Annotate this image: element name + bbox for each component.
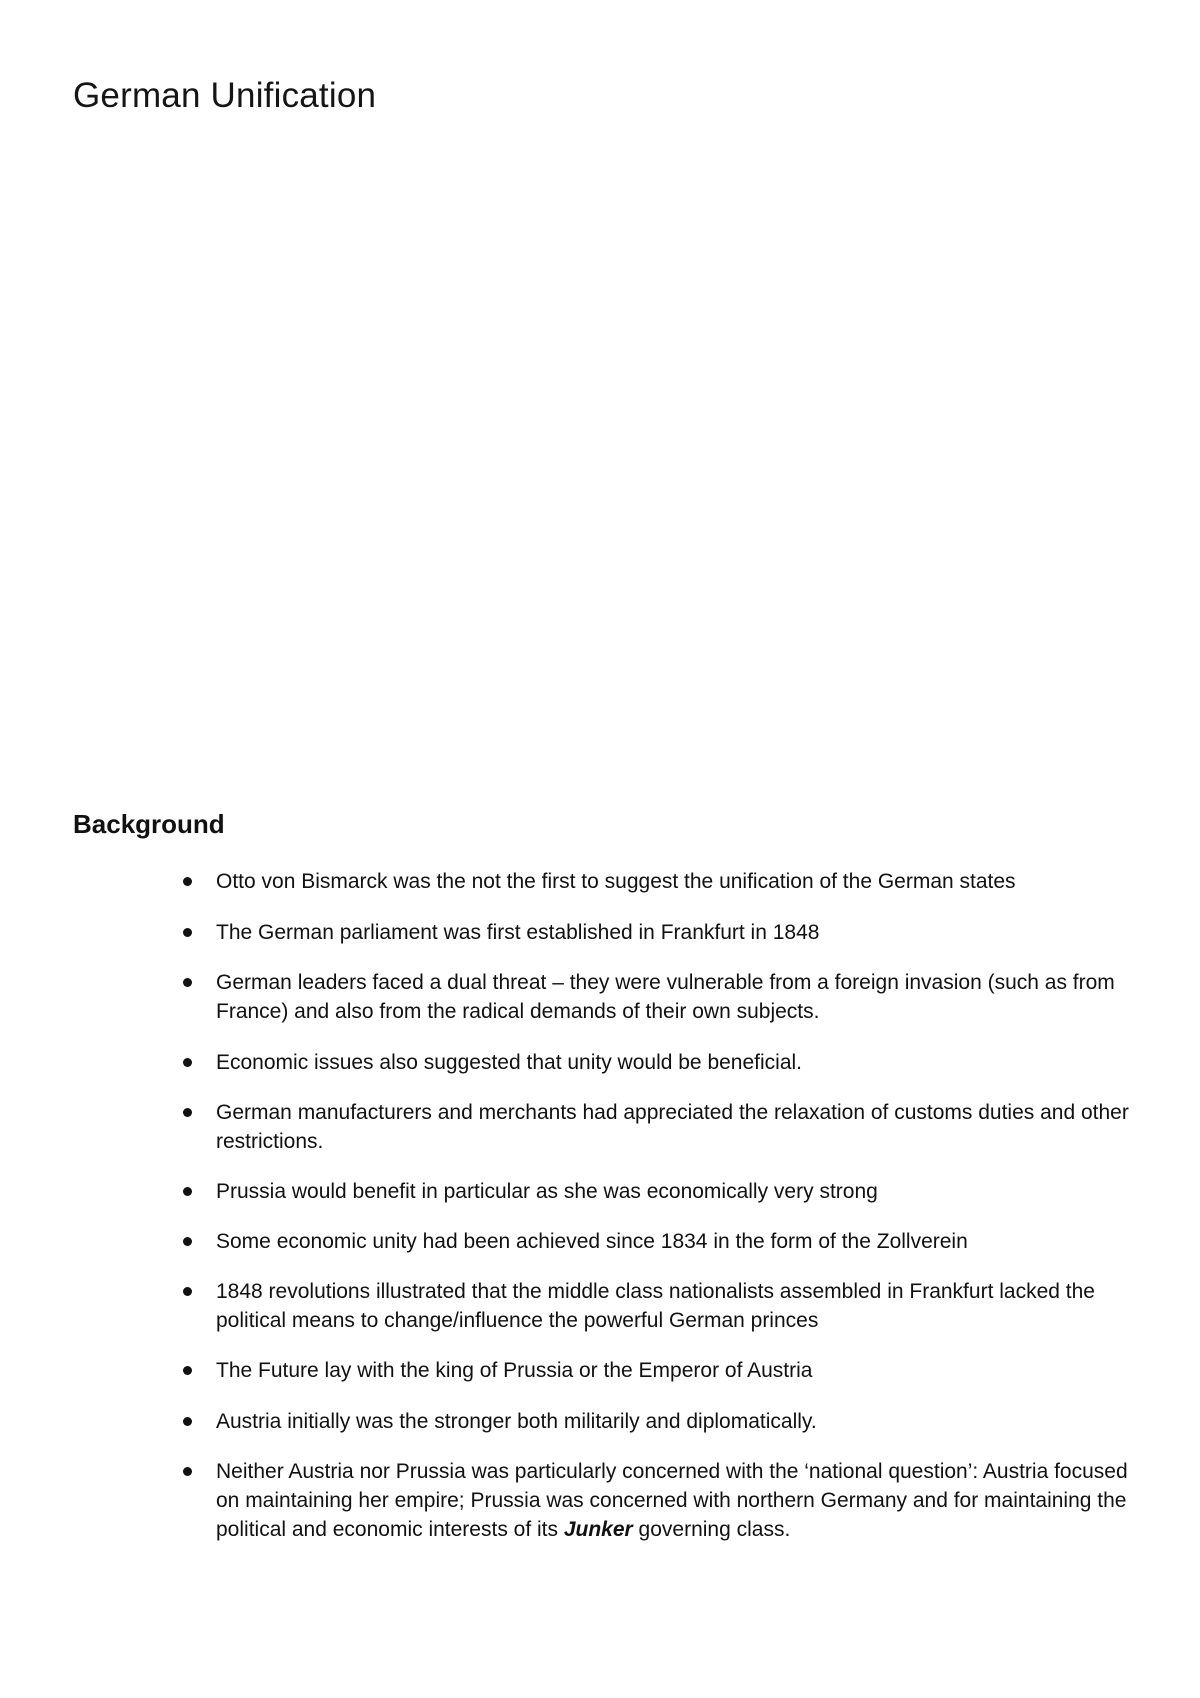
list-item-text xyxy=(216,1457,1136,1544)
bullet-icon xyxy=(183,928,192,937)
bullet-icon xyxy=(183,1467,192,1476)
list-item-text: German leaders faced a dual threat – they were vulnerable from a foreign invasion (such as from France) and also from the radical demands of their own subjects. xyxy=(216,971,1115,1023)
bullet-icon xyxy=(183,1058,192,1067)
list-item-text: German manufacturers and merchants had appreciated the relaxation of customs duties and other restrictions. xyxy=(216,1101,1129,1153)
list-item-text-part: governing class. xyxy=(632,1518,791,1541)
bullet-icon xyxy=(183,1187,192,1196)
bullet-icon xyxy=(183,978,192,987)
list-item-text: Economic issues also suggested that unity would be beneficial. xyxy=(216,1051,803,1074)
bullet-icon xyxy=(183,1366,192,1375)
bullet-icon xyxy=(183,1108,192,1117)
list-item-text: 1848 revolutions illustrated that the middle class nationalists assembled in Frankfurt lacked the political means to change/influence the powerful German princes xyxy=(216,1280,1095,1332)
junker-term: Junker xyxy=(563,1518,633,1541)
list-item-text: Some economic unity had been achieved since 1834 in the form of the Zollverein xyxy=(216,1230,968,1253)
list-item-text: The Future lay with the king of Prussia or the Emperor of Austria xyxy=(216,1359,813,1382)
list-item-text: Prussia would benefit in particular as she was economically very strong xyxy=(216,1180,878,1203)
bullet-icon xyxy=(183,1237,192,1246)
bullet-icon xyxy=(183,877,192,886)
bullet-icon xyxy=(183,1287,192,1296)
list-item-text-part: Neither Austria nor Prussia was particularly concerned with the ‘national question’: Austria focused on maintaining her empire; Prussia was concerned with northern Germany and for maintaining the political and economic interests of its xyxy=(216,1460,1128,1541)
list-item-text: The German parliament was first established in Frankfurt in 1848 xyxy=(216,921,820,944)
bullet-icon xyxy=(183,1417,192,1426)
list-item-text: Austria initially was the stronger both militarily and diplomatically. xyxy=(216,1410,817,1433)
list-item-text: Otto von Bismarck was the not the first to suggest the unification of the German states xyxy=(216,870,1016,893)
document-title: German Unification xyxy=(73,76,377,115)
section-heading-background: Background xyxy=(73,809,225,839)
